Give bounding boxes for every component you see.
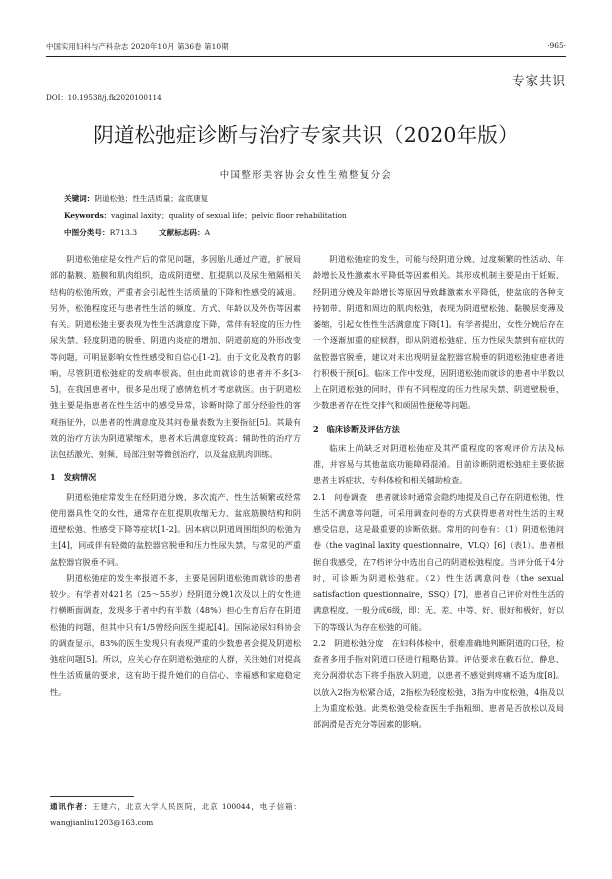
keywords-cn-row <box>64 193 208 204</box>
footnote-text: 王建六，北京大学人民医院，北京 100044，电子信箱：wangjianliu1203@163.com <box>50 802 302 827</box>
doi-line: DOI：10.19538/j.fk2020100114 <box>46 93 162 102</box>
journal-citation-line: 中国实用妇科与产科杂志 2020年10月 第36卷 第10期 <box>46 42 229 51</box>
section-1-paragraph: 阴道松弛症常发生在经阴道分娩、多次流产、性生活频繁或经常使用器具性交的女性，通常存在肛提肌收缩无力、盆底筋膜结构和阴道壁松弛、性感受下降等症状[1-2]。因本病以阴道周围组织的松弛为主[4]，同或伴有轻微的盆腔器官脱垂和压力性尿失禁，与常见的严重盆腔器官脱垂不同。 <box>50 491 301 567</box>
class-number-label: 中图分类号： <box>64 228 110 237</box>
subsection-2-2-text: 在妇科体检中，很难准确地判断阴道的口径，检查者多用手指对阴道口径进行粗略估算。评估要求在截石位、静息、充分润滑状态下将手指放入阴道，以患者不感觉到疼痛不适为度[8]。以放入2指为松紧合适，2指松为轻度松弛，3指为中度松弛，4指及以上为重度松弛。此类松弛受检查医生手指粗细、患者是否放松以及局部润滑是否充分等因素的影响。 <box>313 637 565 729</box>
corresponding-author-footnote <box>50 799 301 831</box>
keywords-cn-value: 阴道松弛；性生活质量；盆底康复 <box>94 194 209 203</box>
paper-title: 阴道松弛症诊断与治疗专家共识（2020年版） <box>93 123 519 147</box>
footnote-rule <box>50 796 134 797</box>
keywords-cn-label: 关键词： <box>64 194 95 203</box>
header-rule <box>46 56 566 57</box>
class-number-value: R713.3 <box>109 228 138 237</box>
document-code-label: 文献标志码： <box>159 228 205 237</box>
section-1-heading: 1 发病情况 <box>50 472 97 483</box>
page-number: ·965· <box>547 41 566 50</box>
author-group: 中国整形美容协会女性生殖整复分会 <box>219 170 393 181</box>
left-column <box>50 251 301 700</box>
section-2-heading: 2 临床诊断及评估方法 <box>313 423 400 434</box>
subsection-2-2 <box>313 635 564 733</box>
body-paragraph: 阴道松弛症的发生，可能与经阴道分娩、过度频繁的性活动、年龄增长及性激素水平降低等因素相关。其形成机制主要是由于妊娠、经阴道分娩及年龄增长等原因导致雌激素水平降低，使盆底的各种支持韧带、阴道和周边的肌肉松弛，表现为阴道壁松弛、黏膜层变薄及萎缩，引起女性性生活满意度下降[1]。有学者提出，女性分娩后存在一个逐渐加重的症候群，即从阴道松弛症、压力性尿失禁到有症状的盆腔器官脱垂，建议对未出现明显盆腔器官脱垂的阴道松弛症患者进行积极干预[6]。临床工作中发现，因阴道松弛而就诊的患者中半数以上在阴道松弛的同时，伴有不同程度的压力性尿失禁、阴道壁脱垂，少数患者存在性交排气和顽固性便秘等问题。 <box>313 254 564 411</box>
section-1-paragraph: 阴道松弛症的发生率报道不多，主要是因阴道松弛而就诊的患者较少。有学者对421名（25～55岁）经阴道分娩1次及以上的女性进行横断面调查，发现多于者中约有半数（48%）担心生育后存在阴道松弛的问题，但其中只有1/5曾经向医生提起[4]。国际泌尿妇科协会的调查显示，83%的医生发现只有表现严重的少数患者会提及阴道松弛症问题[5]。所以，应关心存在阴道松弛症的人群，关注她们对提高性生活质量的要求，这有助于提升她们的自信心、幸福感和家庭稳定性。 <box>50 572 301 697</box>
running-header <box>46 41 566 55</box>
subsection-2-1-heading: 2.1 问卷调查 <box>313 491 368 502</box>
subsection-2-1 <box>313 489 564 635</box>
section-2-paragraph: 临床上尚缺乏对阴道松弛症及其严重程度的客观评价方法及标准，并容易与其他盆底功能障碍混淆。目前诊断阴道松弛症主要依据患者主诉症状、专科体检和相关辅助检查。 <box>313 442 564 486</box>
intro-paragraph: 阴道松弛症是女性产后的常见问题，多因胎儿通过产道，扩展局部的黏膜、筋膜和肌肉组织，造成阴道壁、肛提肌以及尿生殖隔相关结构的松弛所致，严重者会引起性生活质量的下降和性感受的减退。另外，松弛程度还与患者性生活的频度、方式、年龄以及外伤等因素有关。阴道松弛主要表现为性生活满意度下降，常伴有轻度的压力性尿失禁、轻度阴道的脱垂、阴道内炎症的增加、阴道前庭的外形改变等问题，可明显影响女性性感受和自信心[1-2]。由于文化及教育的影响，尽管阴道松弛症的发病率很高，但由此而就诊的患者并不多[3-5]，在我国患者中，很多是出现了感情危机才考虑就医。由于阴道松弛主要是指患者在性生活中的感受异常，诊断时除了部分经验性的客观指征外，以患者的性满意度及其问卷量表数为主要指征[5]。其最有效的治疗方法为阴道紧缩术，患者术后满意度较高；辅助性的治疗方法包括激光、射频、局部注射等微创治疗，以及盆底肌肉训练。 <box>50 254 301 459</box>
footnote-label: 通讯作者： <box>50 802 93 811</box>
keywords-en-row <box>64 210 347 221</box>
keywords-en-value: vaginal laxity；quality of sexual life；pelvic floor rehabilitation <box>111 211 347 220</box>
keywords-en-label: Keywords： <box>64 211 112 220</box>
classification-row <box>64 227 210 238</box>
section-label: 专家共识 <box>511 73 566 88</box>
document-code-value: A <box>204 228 211 237</box>
right-column <box>313 251 564 732</box>
subsection-2-1-text: 患者就诊时通常会隐约地提及自己存在阴道松弛，性生活不满意等问题，可采用调查问卷的方式获得患者对性生活的主观感受信息，这是最重要的诊断依据。常用的问卷有：（1）阴道松弛问卷（the vaginal laxity questionnaire，VLQ）[6]（表1）。患者根据自我感受，在7档评分中选出自己的阴道松弛程度。当评分低于4分时，可诊断为阴道松弛症。（2）性生活满意问卷（the sexual satisfaction questionnaire，SSQ）[7]，患者自己评价对性生活的满意程度，一般分成6级，即：无、差、中等、好、很好和极好，好以下的等级认为存在松弛的可能。 <box>313 491 564 632</box>
subsection-2-2-heading: 2.2 阴道松弛分度 <box>313 637 384 648</box>
